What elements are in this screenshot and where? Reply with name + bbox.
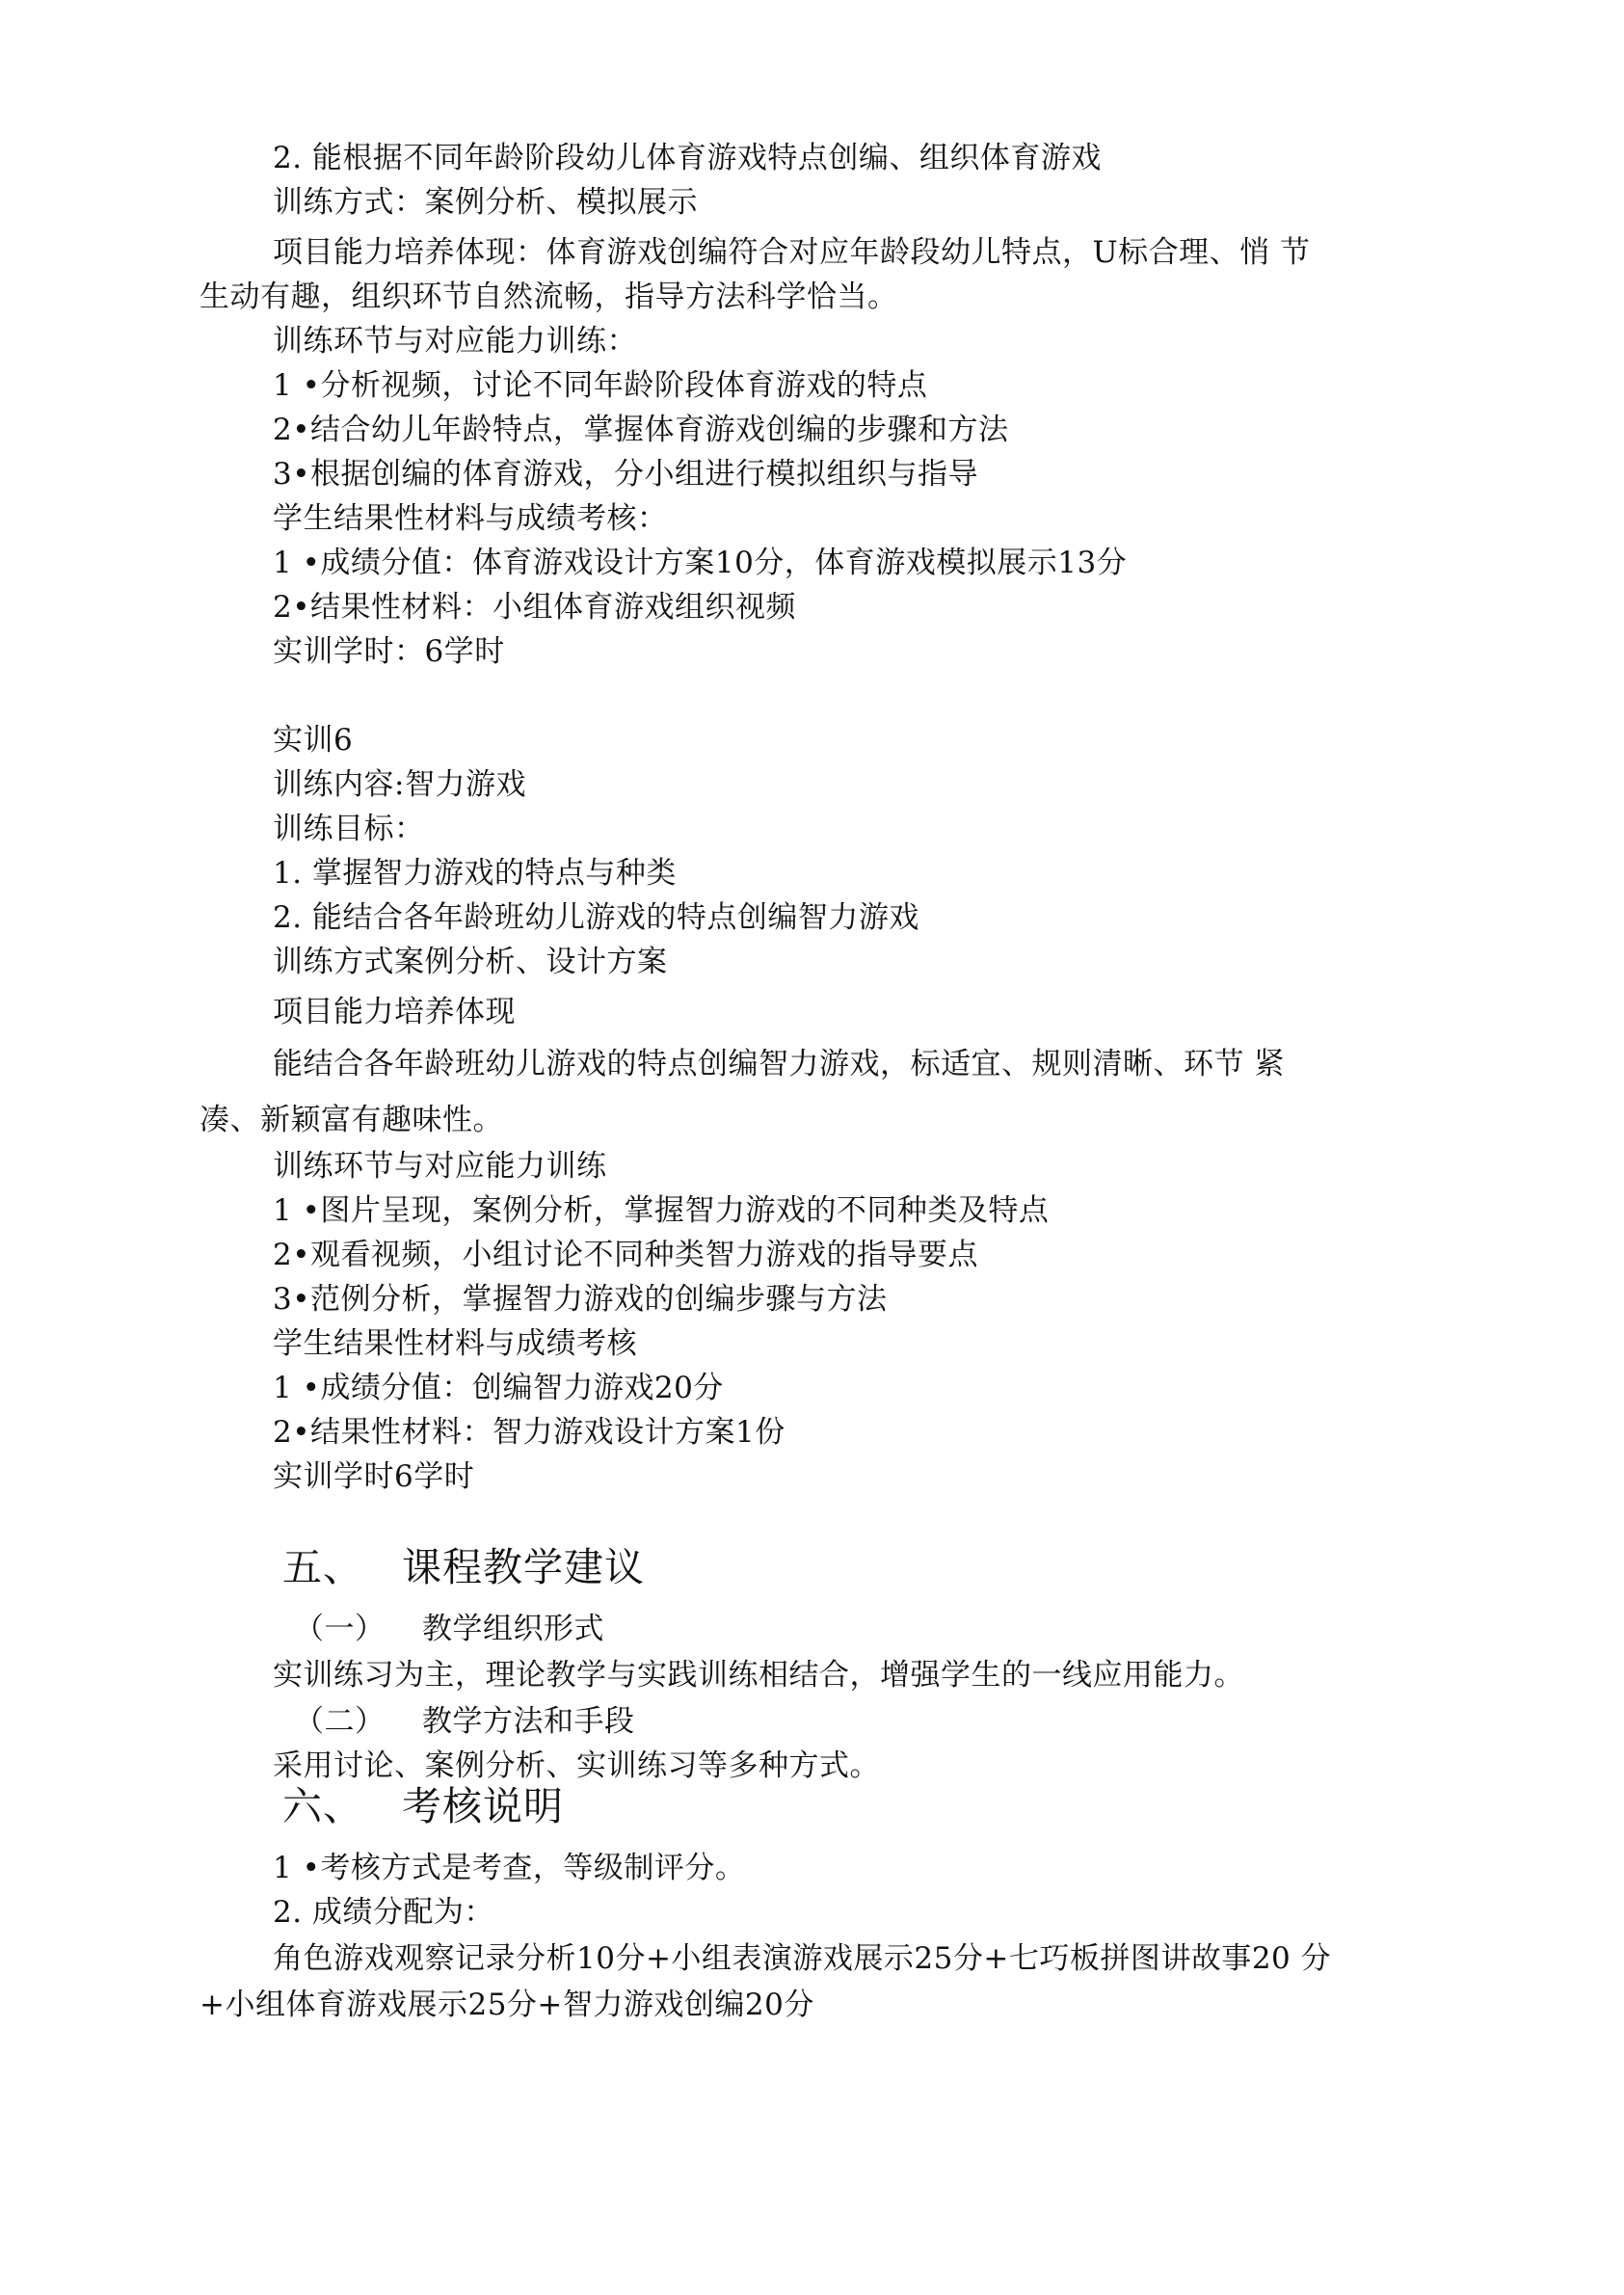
paragraph-line: 2. 能根据不同年龄阶段幼儿体育游戏特点创编、组织体育游戏 xyxy=(273,141,1102,175)
section-number: 五、 xyxy=(282,1544,363,1590)
section-number: 六、 xyxy=(282,1783,363,1829)
section-title: 考核说明 xyxy=(402,1783,564,1829)
section-label: 实训6 xyxy=(273,723,354,758)
paragraph-line: 生动有趣，组织环节自然流畅，指导方法科学恰当。 xyxy=(200,280,898,314)
list-item: 2. 成绩分配为： xyxy=(273,1895,494,1930)
list-item: 1. 掌握智力游戏的特点与种类 xyxy=(273,856,677,891)
section-heading xyxy=(282,1781,564,1831)
paragraph-line: 训练目标： xyxy=(273,812,425,846)
list-item: 2•结合幼儿年龄特点，掌握体育游戏创编的步骤和方法 xyxy=(273,413,1009,447)
paragraph-line: 能结合各年龄班幼儿游戏的特点创编智力游戏，标适宜、规则清晰、环节 紧 xyxy=(273,1047,1285,1081)
paragraph-line: 训练内容:智力游戏 xyxy=(273,767,526,802)
paragraph-line: 学生结果性材料与成绩考核： xyxy=(273,501,668,536)
subsection-heading xyxy=(294,1702,635,1741)
paragraph-line: 实训学时6学时 xyxy=(273,1459,475,1494)
paragraph-line: +小组体育游戏展示25分+智力游戏创编20分 xyxy=(200,1988,814,2022)
list-item: 1 •成绩分值：创编智力游戏20分 xyxy=(273,1371,724,1405)
paragraph-line: 训练方式：案例分析、模拟展示 xyxy=(273,185,698,220)
list-item: 1 •考核方式是考查，等级制评分。 xyxy=(273,1851,746,1885)
subsection-title: 教学方法和手段 xyxy=(422,1704,635,1739)
list-item: 2. 能结合各年龄班幼儿游戏的特点创编智力游戏 xyxy=(273,900,919,935)
list-item: 2•结果性材料：智力游戏设计方案1份 xyxy=(273,1415,785,1450)
paragraph-line: 项目能力培养体现 xyxy=(273,995,516,1029)
list-item: 3•范例分析，掌握智力游戏的创编步骤与方法 xyxy=(273,1282,888,1317)
subsection-number: （二） xyxy=(294,1704,386,1739)
paragraph-line: 采用讨论、案例分析、实训练习等多种方式。 xyxy=(273,1748,880,1783)
list-item: 2•观看视频，小组讨论不同种类智力游戏的指导要点 xyxy=(273,1238,979,1272)
paragraph-line: 实训学时：6学时 xyxy=(273,634,505,669)
list-item: 3•根据创编的体育游戏，分小组进行模拟组织与指导 xyxy=(273,457,979,492)
paragraph-line: 训练环节与对应能力训练 xyxy=(273,1149,607,1184)
paragraph-line: 角色游戏观察记录分析10分+小组表演游戏展示25分+七巧板拼图讲故事20 分 xyxy=(273,1941,1332,1976)
paragraph-line: 学生结果性材料与成绩考核 xyxy=(273,1326,637,1361)
subsection-heading xyxy=(294,1610,604,1648)
list-item: 1 •分析视频，讨论不同年龄阶段体育游戏的特点 xyxy=(273,368,928,403)
paragraph-line: 实训练习为主，理论教学与实践训练相结合，增强学生的一线应用能力。 xyxy=(273,1658,1244,1693)
list-item: 1 •图片呈现，案例分析，掌握智力游戏的不同种类及特点 xyxy=(273,1193,1050,1228)
paragraph-line: 项目能力培养体现：体育游戏创编符合对应年龄段幼儿特点，U标合理、悄 节 xyxy=(273,235,1311,270)
paragraph-line: 训练方式案例分析、设计方案 xyxy=(273,945,668,979)
list-item: 1 •成绩分值：体育游戏设计方案10分，体育游戏模拟展示13分 xyxy=(273,546,1128,580)
subsection-title: 教学组织形式 xyxy=(422,1612,604,1646)
section-heading xyxy=(282,1542,645,1592)
paragraph-line: 训练环节与对应能力训练： xyxy=(273,324,637,359)
paragraph-line: 凑、新颖富有趣味性。 xyxy=(200,1103,503,1137)
section-title: 课程教学建议 xyxy=(402,1544,645,1590)
subsection-number: （一） xyxy=(294,1612,386,1646)
list-item: 2•结果性材料：小组体育游戏组织视频 xyxy=(273,590,797,625)
